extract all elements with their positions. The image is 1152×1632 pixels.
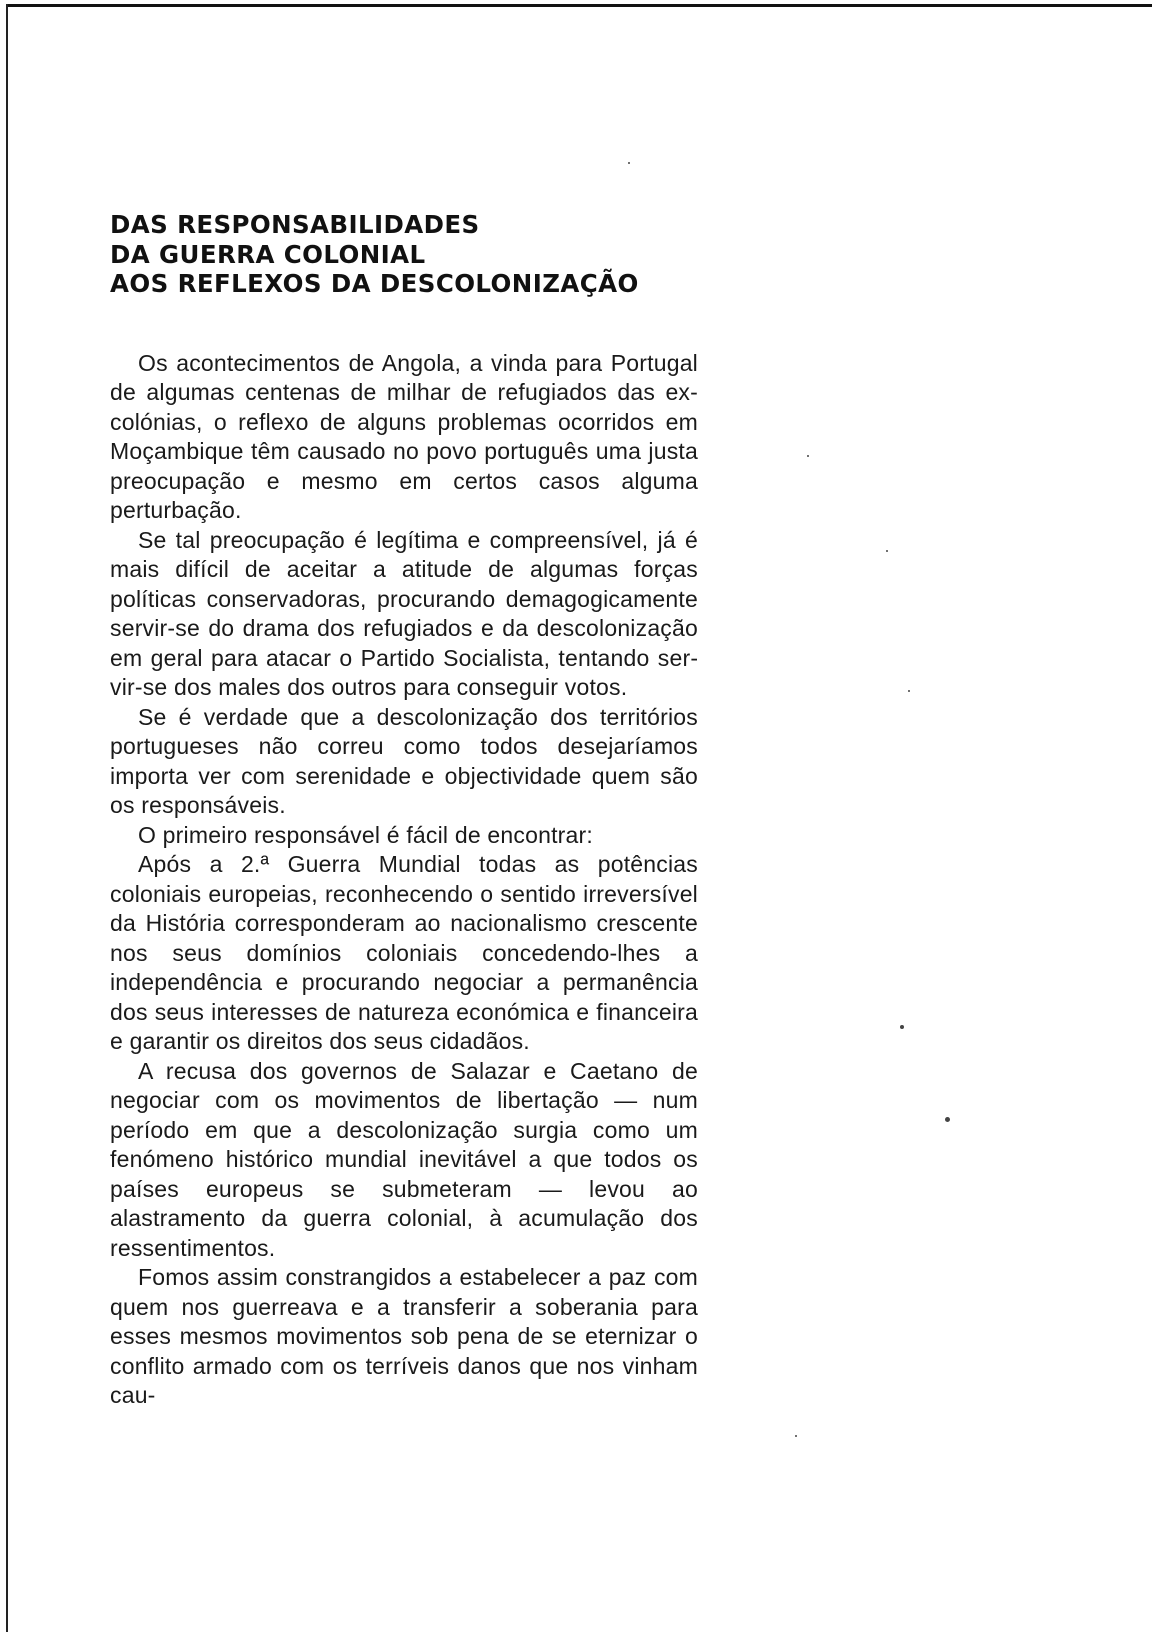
speck	[628, 162, 630, 164]
paragraph: A recusa dos governos de Salazar e Caetano de negociar com os movimentos de libertação — num período em que a descolonização surgia como um fenómeno histórico mundial inevitável a que todos os países europeus se submeteram — levou ao alastramento da guerra colonial, à acumulação dos ressentimentos.	[110, 1057, 698, 1261]
speck	[945, 1117, 950, 1122]
speck	[908, 690, 910, 692]
document-title	[110, 210, 698, 299]
page-border-top	[6, 4, 1152, 7]
title-line: DA GUERRA COLONIAL	[110, 239, 426, 269]
document-body	[110, 349, 698, 1411]
document-content	[110, 210, 698, 1411]
paragraph: Os acontecimentos de Angola, a vinda para Portugal de algumas centenas de milhar de refugiados das ex-colónias, o reflexo de alguns problemas ocorridos em Moçambique têm causado no povo português uma justa preocupação e mesmo em certos casos alguma perturbação.	[110, 349, 698, 523]
speck	[886, 550, 888, 552]
paragraph: Fomos assim constrangidos a estabelecer a paz com quem nos guerreava e a transferir a soberania para esses mesmos movimentos sob pena de se eternizar o conflito armado com os terríveis danos que nos vinham cau-	[110, 1264, 698, 1408]
paragraph: Se tal preocupação é legítima e compreensível, já é mais difícil de aceitar a atitude de algumas forças políticas conservadoras, procurando demagogicamente servir-se do drama dos refugiados e da descolonização em geral para atacar o Partido Socialista, tentando servir-se dos males dos outros para conseguir votos.	[110, 526, 698, 700]
paragraph: Após a 2.ª Guerra Mundial todas as potências coloniais europeias, reconhecendo o sentido irreversível da História corresponderam ao nacionalismo crescente nos seus domínios coloniais concedendo-lhes a independência e procurando negociar a permanência dos seus interesses de natureza económica e financeira e garantir os direitos dos seus cidadãos.	[110, 851, 698, 1054]
title-line: DAS RESPONSABILIDADES	[110, 210, 480, 239]
speck	[807, 455, 809, 457]
paragraph: O primeiro responsável é fácil de encontrar:	[138, 821, 593, 848]
speck	[900, 1025, 904, 1029]
title-line: AOS REFLEXOS DA DESCOLONIZAÇÃO	[110, 269, 639, 298]
speck	[795, 1435, 797, 1437]
paragraph: Se é verdade que a descolonização dos territórios portugueses não correu como todos desejaríamos importa ver com serenidade e objectividade quem são os responsáveis.	[110, 703, 698, 818]
page-border-left	[6, 4, 8, 1632]
